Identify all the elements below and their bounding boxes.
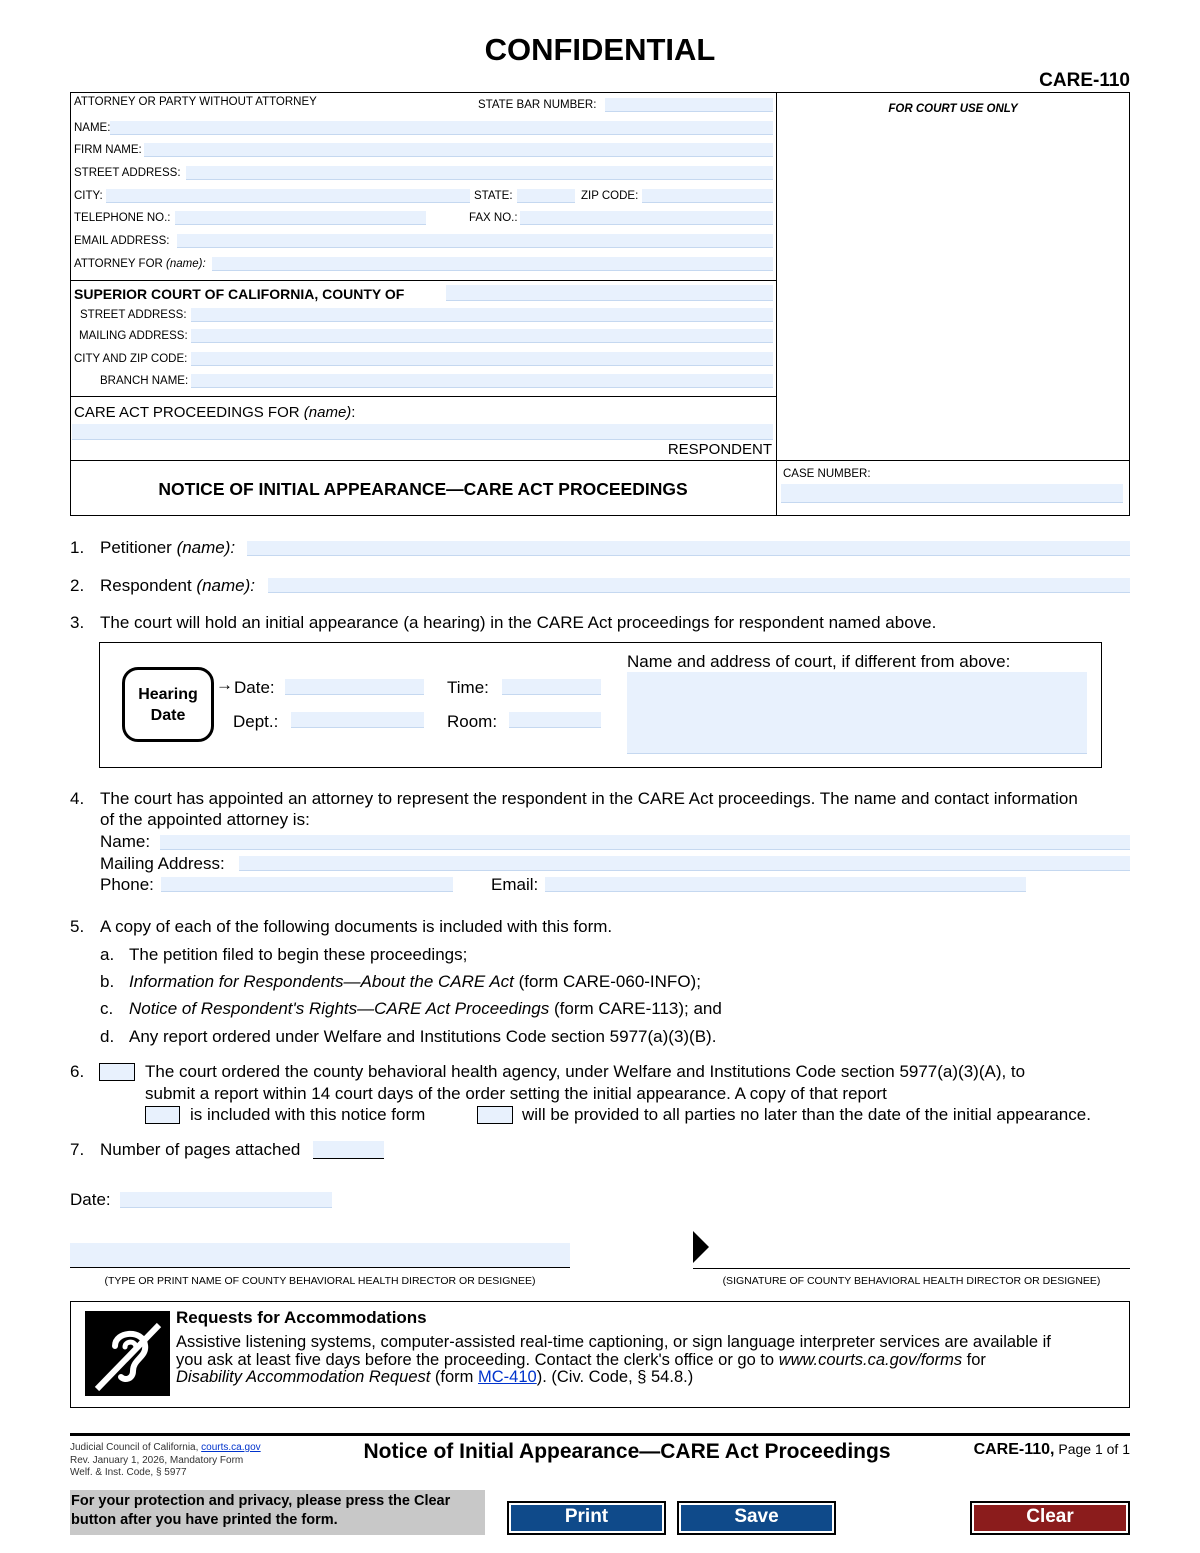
respondent-name-field[interactable] [72,424,773,440]
court-mailing-field[interactable] [191,329,773,343]
street-field[interactable] [186,166,773,180]
signature-arrow-icon [693,1231,711,1263]
case-number-label: CASE NUMBER: [783,468,871,480]
attorney-heading: ATTORNEY OR PARTY WITHOUT ATTORNEY [74,96,317,108]
firm-label: FIRM NAME: [74,144,142,156]
courts-link[interactable]: courts.ca.gov [201,1442,261,1453]
name-label: NAME: [74,122,111,134]
hearing-date-badge [122,667,214,742]
footer-form-id: CARE-110, [973,1441,1055,1458]
item-6-line-2: submit a report within 14 court days of the order setting the initial appearance. A copy of that report [145,1084,887,1103]
item-5-number: 5. [70,917,85,936]
item-5b-letter: b. [100,972,115,991]
item-5a-letter: a. [100,945,115,964]
hearing-time-field[interactable] [502,679,601,695]
item-6-checkbox[interactable] [99,1063,135,1081]
provided-checkbox[interactable] [477,1106,513,1124]
clear-button[interactable]: Clear [970,1501,1130,1535]
council-text: Judicial Council of California, [70,1442,202,1453]
item-5c-rest: (form CARE-113); and [549,999,722,1018]
accommodations-line-2b: for [962,1350,986,1369]
footer-page [940,1441,1130,1459]
item-5-text: A copy of each of the following documents is included with this form. [100,917,613,936]
court-branch-label: BRANCH NAME: [100,375,189,387]
form-id: CARE-110 [1039,70,1130,91]
item-5c-text [129,999,722,1019]
fax-label: FAX NO.: [469,212,518,224]
accommodations-line-2a: you ask at least five days before the proceeding. Contact the clerk's office or go to [176,1350,779,1369]
hearing-time-label: Time: [447,678,489,697]
director-name-caption: (TYPE OR PRINT NAME OF COUNTY BEHAVIORAL HEALTH DIRECTOR OR DESIGNEE) [104,1275,536,1287]
appointed-phone-field[interactable] [161,877,453,892]
appointed-name-field[interactable] [160,835,1130,850]
hearing-dept-label: Dept.: [233,712,279,731]
caption-divider [776,92,777,516]
court-address-label: Name and address of court, if different from above: [627,652,1011,671]
hearing-date-label: Date: [234,678,275,697]
divider [70,396,777,397]
hearing-room-field[interactable] [509,712,601,728]
hearing-date-field[interactable] [285,679,424,695]
state-label: STATE: [474,190,513,202]
court-heading: SUPERIOR COURT OF CALIFORNIA, COUNTY OF [74,286,405,302]
item-5b-title: Information for Respondents—About the CARE Act [129,972,514,991]
item-4-number: 4. [70,789,85,808]
form-title: NOTICE OF INITIAL APPEARANCE—CARE ACT PROCEEDINGS [158,479,688,499]
item-6-line-1: The court ordered the county behavioral health agency, under Welfare and Institutions Code section 5977(a)(3)(A), to [145,1062,1026,1081]
date-label: Date: [70,1190,111,1209]
code-line: Welf. & Inst. Code, § 5977 [70,1467,187,1478]
court-city-field[interactable] [191,352,773,366]
proceedings-hint: (name) [303,404,352,421]
print-button[interactable]: Print [507,1501,666,1535]
item-7-number: 7. [70,1140,85,1159]
privacy-line-2: button after you have printed the form. [71,1512,338,1528]
court-street-field[interactable] [191,308,773,322]
item-5c-letter: c. [100,999,114,1018]
fax-field[interactable] [520,211,773,225]
court-mailing-label: MAILING ADDRESS: [79,330,188,342]
council-line [70,1442,261,1455]
appointed-phone-label: Phone: [100,875,154,894]
confidential-heading: CONFIDENTIAL [484,32,716,67]
accommodations-line-3a: (form [430,1368,479,1386]
appointed-email-field[interactable] [545,877,1026,892]
court-street-label: STREET ADDRESS: [80,309,187,321]
respondent-field[interactable] [268,578,1130,593]
court-branch-field[interactable] [191,374,773,388]
court-address-field[interactable] [627,672,1087,754]
petitioner-hint: (name): [176,538,236,557]
zip-field[interactable] [642,189,773,203]
forms-url: www.courts.ca.gov/forms [778,1350,963,1369]
city-field[interactable] [106,189,470,203]
divider [70,280,777,281]
item-1-number: 1. [70,538,85,557]
item-4-line-2: of the appointed attorney is: [100,810,310,829]
revision-line: Rev. January 1, 2026, Mandatory Form [70,1454,244,1466]
provided-option-label: will be provided to all parties no later than the date of the initial appearance. [522,1105,1091,1124]
accommodations-line-3 [176,1369,1126,1387]
item-5d-letter: d. [100,1027,115,1046]
county-field[interactable] [446,285,773,301]
item-3-text: The court will hold an initial appearance (a hearing) in the CARE Act proceedings for respondent named above. [100,613,937,632]
date-field[interactable] [120,1192,332,1208]
item-4-line-1: The court has appointed an attorney to represent the respondent in the CARE Act proceedings. The name and contact information [100,789,1078,808]
accommodations-line-1: Assistive listening systems, computer-assisted real-time captioning, or sign language interpreter services are available if [176,1333,1051,1351]
item-7-text: Number of pages attached [100,1140,301,1159]
respondent-caption: RESPONDENT [667,441,772,458]
footer-left [70,1442,261,1480]
proceedings-label [74,404,355,421]
badge-line-1: Hearing [138,686,198,703]
state-field[interactable] [517,189,575,203]
respondent-text: Respondent [100,576,192,595]
city-label: CITY: [74,190,103,202]
director-name-field[interactable] [70,1243,570,1268]
badge-line-2: Date [150,707,186,724]
signature-caption: (SIGNATURE OF COUNTY BEHAVIORAL HEALTH DIRECTOR OR DESIGNEE) [722,1275,1101,1287]
save-button[interactable]: Save [677,1501,836,1535]
appointed-mailing-field[interactable] [239,856,1130,871]
attorney-for-field[interactable] [212,257,773,271]
email-label: EMAIL ADDRESS: [74,235,170,247]
item-5d-text: Any report ordered under Welfare and Institutions Code section 5977(a)(3)(B). [129,1027,717,1046]
item-3-number: 3. [70,613,85,632]
email-field[interactable] [177,234,773,248]
accommodations-line-3b: ). (Civ. Code, § 54.8.) [536,1368,694,1386]
privacy-line-1: For your protection and privacy, please press the Clear [71,1493,451,1509]
included-option-label: is included with this notice form [190,1105,426,1124]
footer-page-number: Page 1 of 1 [1054,1441,1130,1457]
divider [70,460,1130,461]
item-5a-text: The petition filed to begin these proceedings; [129,945,468,964]
proceedings-text: CARE ACT PROCEEDINGS FOR [74,404,300,421]
firm-name-field[interactable] [144,143,773,157]
attorney-for-hint: (name): [166,258,206,270]
zip-label: ZIP CODE: [581,190,639,202]
accommodations-text [176,1334,1126,1387]
attorney-for-label [74,258,206,270]
accommodation-form-title: Disability Accommodation Request [176,1368,431,1386]
respondent-hint: (name): [196,576,255,595]
footer-title: Notice of Initial Appearance—CARE Act Proceedings [363,1440,891,1463]
appointed-name-label: Name: [100,832,151,851]
street-label: STREET ADDRESS: [74,167,181,179]
item-5b-rest: (form CARE-060-INFO); [513,972,701,991]
court-use-label: FOR COURT USE ONLY [888,103,1018,115]
arrow-icon: → [216,675,233,694]
item-2-label [100,576,255,596]
appointed-email-label: Email: [491,875,539,894]
item-1-label [100,538,235,558]
appointed-mailing-label: Mailing Address: [100,854,225,873]
item-6-number: 6. [70,1062,85,1081]
signature-line[interactable] [693,1268,1130,1269]
phone-label: TELEPHONE NO.: [74,212,171,224]
attorney-name-field[interactable] [110,121,773,135]
attorney-for-text: ATTORNEY FOR [74,258,163,270]
accommodations-line-2 [176,1352,1126,1370]
footer-rule [70,1433,1130,1436]
hearing-room-label: Room: [447,712,498,731]
hearing-assistance-icon [85,1311,170,1396]
privacy-notice [70,1490,485,1535]
case-number-field[interactable] [781,484,1123,503]
state-bar-field[interactable] [605,98,773,112]
item-5b-text [129,972,701,992]
phone-field[interactable] [175,211,426,225]
petitioner-text: Petitioner [100,538,172,557]
mc-410-link[interactable]: MC-410 [478,1368,537,1386]
included-checkbox[interactable] [145,1106,180,1124]
proceedings-colon: : [351,404,356,421]
state-bar-label: STATE BAR NUMBER: [478,99,597,111]
accommodations-heading: Requests for Accommodations [176,1308,427,1327]
item-5c-title: Notice of Respondent's Rights—CARE Act Proceedings [129,999,550,1018]
hearing-dept-field[interactable] [291,712,424,728]
pages-attached-field[interactable] [313,1141,384,1159]
item-2-number: 2. [70,576,85,595]
petitioner-field[interactable] [247,541,1130,556]
court-city-label: CITY AND ZIP CODE: [74,353,188,365]
